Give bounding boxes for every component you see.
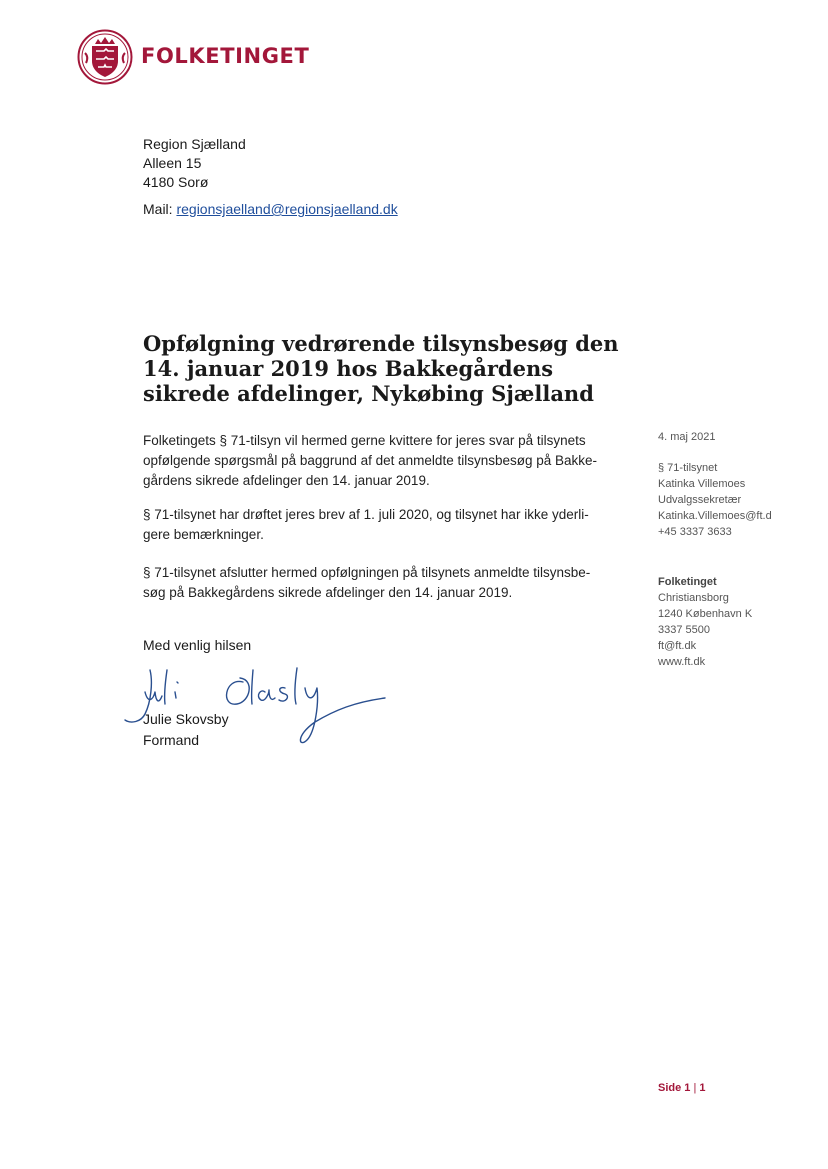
paragraph-line: § 71-tilsynet afslutter hermed opfølgningen på tilsynets anmeldte tilsynsbe-: [143, 565, 591, 580]
org-name: FOLKETINGET: [141, 44, 310, 68]
paragraph-line: § 71-tilsynet har drøftet jeres brev af 1. juli 2020, og tilsynet har ikke yderli-: [143, 507, 589, 522]
closing-greeting: Med venlig hilsen: [143, 637, 252, 653]
paragraph-line: opfølgende spørgsmål på baggrund af det anmeldte tilsynsbesøg på Bakke-: [143, 453, 598, 468]
paragraph-line: gere bemærkninger.: [143, 527, 264, 542]
page-label: Side 1: [658, 1082, 691, 1094]
office-line: 1240 København K: [658, 608, 753, 620]
page-separator: |: [693, 1082, 697, 1094]
recipient-mail: [143, 201, 398, 217]
recipient-street: Alleen 15: [143, 155, 202, 171]
folketinget-logo: [77, 29, 133, 85]
body-paragraph-1: [143, 431, 623, 491]
office-label: Folketinget: [658, 576, 717, 588]
paragraph-line: gårdens sikrede afdelinger den 14. januar 2019.: [143, 473, 430, 488]
office-email: ft@ft.dk: [658, 640, 697, 652]
contact-line: Udvalgssekretær: [658, 494, 742, 506]
contact-phone: +45 3337 3633: [658, 526, 732, 538]
office-phone: 3337 5500: [658, 624, 710, 636]
paragraph-line: søg på Bakkegårdens sikrede afdelinger den 14. januar 2019.: [143, 585, 513, 600]
office-line: Christiansborg: [658, 592, 729, 604]
contact-email: Katinka.Villemoes@ft.d: [658, 510, 772, 522]
contact-line: § 71-tilsynet: [658, 462, 718, 474]
recipient-city: 4180 Sorø: [143, 174, 209, 190]
office-address: [658, 590, 752, 670]
paragraph-line: Folketingets § 71-tilsyn vil hermed gerne kvittere for jeres svar på tilsynets: [143, 433, 586, 448]
recipient-address: [143, 135, 246, 192]
letter-title: Opfølgning vedrørende tilsynsbesøg den 14. januar 2019 hos Bakkegårdens sikrede afdelinger, Nykøbing Sjælland: [143, 331, 619, 406]
mail-link[interactable]: regionsjaelland@regionsjaelland.dk: [176, 201, 398, 217]
recipient-name: Region Sjælland: [143, 136, 246, 152]
signer-role: Formand: [143, 732, 200, 748]
body-paragraph-3: [143, 563, 623, 603]
body-paragraph-2: [143, 505, 623, 545]
office-website: www.ft.dk: [658, 656, 706, 668]
letter-date: 4. maj 2021: [658, 431, 716, 443]
sender-contact: [658, 460, 772, 540]
page-number: [658, 1082, 706, 1094]
mail-label: Mail:: [143, 201, 173, 217]
contact-line: Katinka Villemoes: [658, 478, 746, 490]
page-total: 1: [699, 1082, 706, 1094]
signer-name: Julie Skovsby: [143, 711, 229, 727]
